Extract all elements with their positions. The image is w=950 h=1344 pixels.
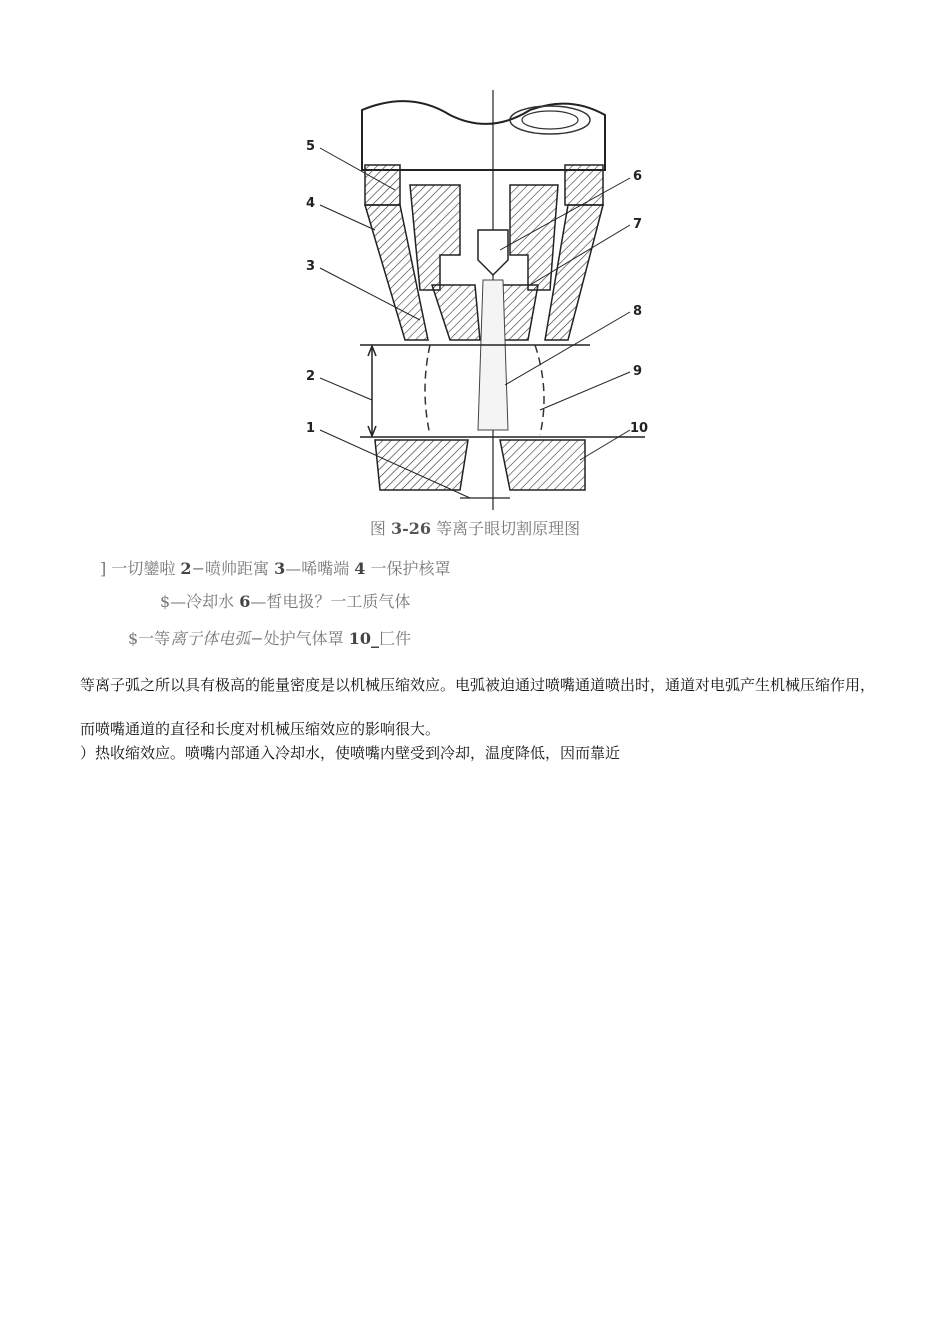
label-7: 7 <box>633 217 643 232</box>
label-1: 1 <box>306 421 316 436</box>
label-9: 9 <box>633 364 643 379</box>
label-10: 10 <box>630 421 649 436</box>
label-3: 3 <box>306 259 316 274</box>
legend-line-2: $—冷却水 6—皙电扱？一工质气体 <box>160 592 411 611</box>
label-5: 5 <box>306 139 316 154</box>
paragraph-nozzle-channel: 而喷嘴通道的直径和长度对机械压缩效应的影响很大。 <box>80 720 441 738</box>
figure-caption: 图 3-26 等离子眼切割原理图 <box>369 519 581 538</box>
label-2: 2 <box>306 369 316 384</box>
label-4: 4 <box>306 196 316 211</box>
legend-line-1: ] 一切鑾啦 2−喷帅距寓 3—唏嘴端 4 一保护核罩 <box>100 559 451 578</box>
plasma-torch-diagram <box>300 90 650 520</box>
legend-line-3: $一等离亍体电弧−处护气体罩 10_匚件 <box>128 629 411 648</box>
label-6: 6 <box>633 169 643 184</box>
label-8: 8 <box>633 304 643 319</box>
paragraph-thermal-compression: ）热收缩效应。喷嘴内部通入冷却水，使喷嘴内壁受到冷却，温度降低，因而靠近 <box>80 744 621 762</box>
paragraph-mechanical-compression: 等离子弧之所以具有极高的能量密度是以机械压缩效应。电弧被迫通过喷嘴通道喷出时，通道对电弧产生机械压缩作用， <box>80 676 876 694</box>
